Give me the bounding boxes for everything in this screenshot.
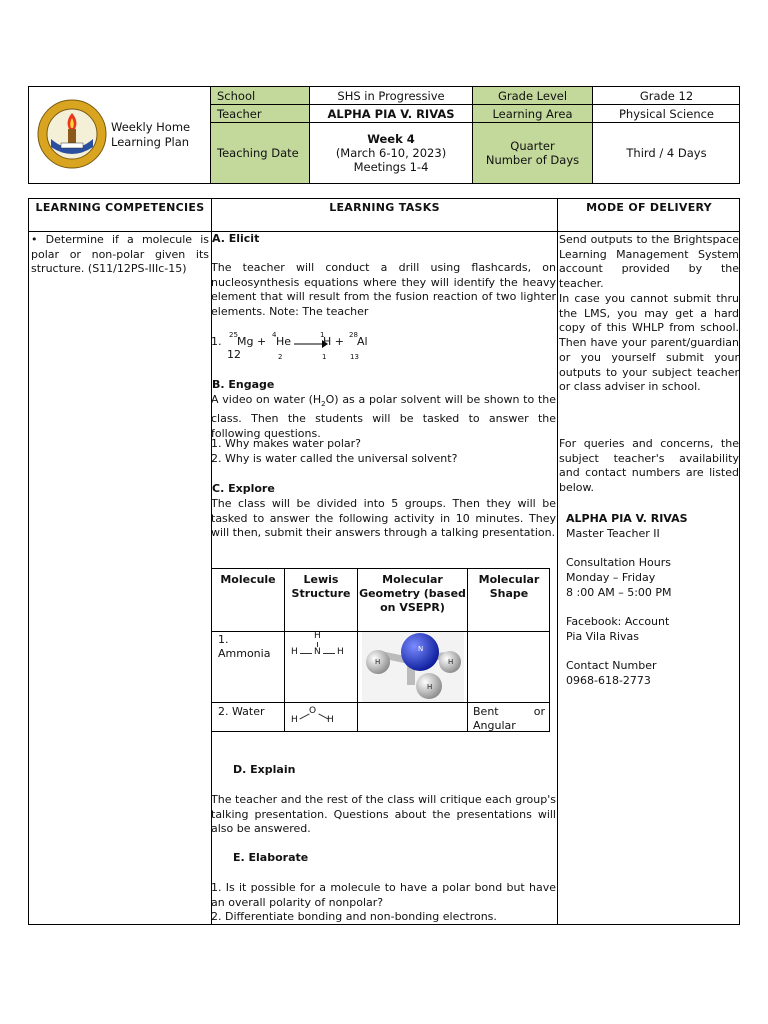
consult-days: Monday – Friday (566, 570, 656, 584)
teacher-value: ALPHA PIA V. RIVAS (310, 105, 473, 123)
engage-text: A video on water $(H_2O)$ as a polar solvent will be shown to the class. Then the students will be tasked to answer the following questions. (211, 393, 556, 440)
dates-text: (March 6-10, 2023) (335, 146, 447, 160)
meetings-text: Meetings 1-4 (353, 160, 429, 174)
col-tasks: LEARNING TASKS (329, 201, 440, 214)
explain-text: The teacher and the rest of the class will critique each group's talking presentation. Questions about the presentations will also be answered. (211, 793, 556, 836)
delivery-p2: In case you cannot submit thru the LMS, you may get a hard copy of this WHLP from school. Then have your parent/guardian or you yourself submit your outputs to your subject teacher or class adviser in school. (559, 292, 739, 394)
activity-row2-shape: Bent or Angular (473, 705, 545, 732)
ammonia-lewis-structure: H H N H (291, 631, 344, 657)
explore-text: The class will be divided into 5 groups. Then they will be tasked to answer the following activity in 10 minutes. They will then, submit their answers through a talking presentation. (211, 497, 556, 540)
header-table (28, 86, 740, 184)
explore-title: C. Explore (212, 482, 275, 495)
grade-label: Grade Level (473, 87, 593, 105)
elaborate-q1: 1. Is it possible for a molecule to have a polar bond but have an overall polarity of nonpolar? (211, 881, 556, 909)
area-label: Learning Area (473, 105, 593, 123)
ball-label-h: H (375, 658, 381, 666)
activity-row2-molecule: 2. Water (218, 705, 265, 718)
elicit-title: A. Elicit (212, 232, 260, 245)
engage-q1: 1. Why makes water polar? (211, 437, 361, 450)
consult-time: 8 :00 AM – 5:00 PM (566, 585, 672, 599)
week-text: Week 4 (367, 132, 415, 146)
plan-title: Weekly Home Learning Plan (111, 120, 191, 149)
activity-header-shape: Molecular Shape (478, 573, 540, 600)
date-value (310, 123, 473, 183)
school-seal-logo (37, 99, 107, 169)
facebook-label: Facebook: Account (566, 614, 670, 628)
column-divider (557, 199, 558, 924)
competency-text: • Determine if a molecule is polar or non-polar given its structure. (S11/12PS-IIIc-15) (31, 233, 209, 276)
ball-label-h: H (448, 658, 454, 666)
header-divider (29, 231, 739, 232)
activity-header-molecule: Molecule (220, 573, 276, 586)
date-label: Teaching Date (211, 123, 310, 183)
ball-label-h: H (427, 683, 433, 691)
teacher-contact (566, 512, 736, 688)
teacher-label: Teacher (211, 105, 310, 123)
ammonia-3d-model-image (362, 632, 464, 702)
activity-header-geometry: Molecular Geometry (based on VSEPR) (359, 573, 466, 614)
school-value: SHS in Progressive (310, 87, 473, 105)
col-delivery: MODE OF DELIVERY (586, 201, 712, 214)
delivery-p1: Send outputs to the Brightspace Learning Management System account provided by the teacher. (559, 233, 739, 291)
activity-row1-molecule: 1. Ammonia (218, 633, 271, 660)
nuclear-equation: 1. 25 Mg + 12 4 He 2 1 H + 1 28 Al 13 (211, 331, 368, 361)
delivery-p3: For queries and concerns, the subject teacher's availability and contact numbers are listed below. (559, 437, 739, 495)
engage-title: B. Engage (212, 378, 275, 391)
water-lewis-structure: H O H (291, 706, 334, 725)
activity-table (211, 568, 550, 732)
quarter-value: Third / 4 Days (626, 146, 707, 160)
activity-header-lewis: Lewis Structure (291, 573, 351, 600)
quarter-label: Quarter Number of Days (473, 123, 593, 183)
explain-title: D. Explain (233, 763, 296, 776)
elaborate-q2: 2. Differentiate bonding and non-bonding electrons. (211, 910, 497, 923)
grade-value: Grade 12 (593, 87, 740, 105)
col-competencies: LEARNING COMPETENCIES (35, 201, 205, 214)
contact-label: Contact Number (566, 658, 657, 672)
area-value: Physical Science (593, 105, 740, 123)
elaborate-title: E. Elaborate (233, 851, 309, 864)
teacher-name: ALPHA PIA V. RIVAS (566, 512, 688, 525)
logo-cell (29, 87, 211, 183)
school-label: School (211, 87, 310, 105)
engage-q2: 2. Why is water called the universal solvent? (211, 452, 458, 465)
contact-number: 0968-618-2773 (566, 673, 651, 687)
consult-label: Consultation Hours (566, 556, 671, 570)
teacher-position: Master Teacher II (566, 526, 660, 540)
ball-label-n: N (418, 645, 424, 653)
facebook-name: Pia Vila Rivas (566, 629, 639, 643)
elicit-text: The teacher will conduct a drill using flashcards, on nucleosynthesis equations where they will identify the heavy element that will result from the fusion reaction of two lighter elements. Note: The teacher (211, 261, 556, 319)
